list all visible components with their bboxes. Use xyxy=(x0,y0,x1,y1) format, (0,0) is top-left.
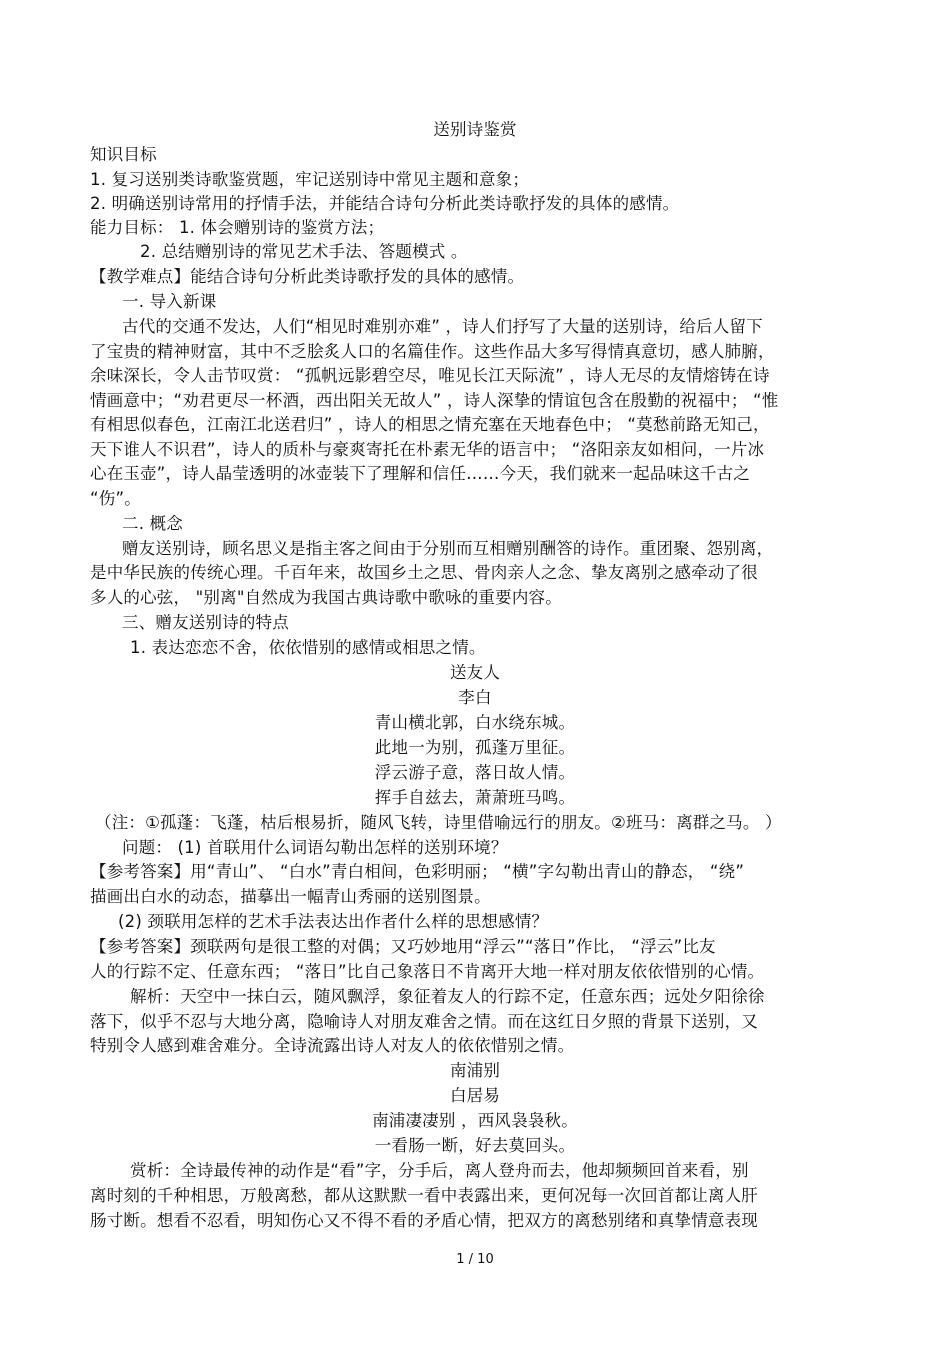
appreciation-line: 肠寸断。想看不忍看，明知伤心又不得不看的矛盾心情，把双方的离愁别绪和真挚情意表现 xyxy=(90,1211,758,1230)
paragraph-line: 天下谁人不识君”，诗人的质朴与豪爽寄托在朴素无华的语言中； “洛阳亲友如相问，一片冰 xyxy=(90,440,765,459)
knowledge-item-2: 2. 明确送别诗常用的抒情手法，并能结合诗句分析此类诗歌抒发的具体的感情。 xyxy=(90,194,680,213)
paragraph-line: 赠友送别诗，顾名思义是指主客之间由于分别而互相赠别酬答的诗作。重团聚、怨别离， xyxy=(122,539,774,558)
doc-title: 送别诗鉴赏 xyxy=(433,120,517,139)
page-number: 1 / 10 xyxy=(456,1252,494,1267)
poem-note: （注：①孤蓬：飞蓬，枯后根易折，随风飞转，诗里借喻远行的朋友。②班马：离群之马。 ） xyxy=(95,813,782,832)
paragraph-line: 有相思似春色，江南江北送君归” ，诗人的相思之情充塞在天地春色中； “莫愁前路无知己， xyxy=(90,415,770,434)
analysis-line: 特别令人感到难舍难分。全诗流露出诗人对友人的依依惜别之情。 xyxy=(90,1036,575,1055)
poem-line: 南浦凄凄别 ，西风袅袅秋。 xyxy=(372,1111,578,1130)
paragraph-line: 余味深长，令人击节叹赏： “孤帆远影碧空尽，唯见长江天际流” ，诗人无尽的友情熔铸在诗 xyxy=(90,366,770,385)
appreciation-line: 离时刻的千种相思，万般离愁，都从这默默一看中表露出来，更何况每一次回首都让离人肝 xyxy=(90,1186,758,1205)
section-heading-features: 三、赠友送别诗的特点 xyxy=(122,613,289,632)
question-1: 问题： (1) 首联用什么词语勾勒出怎样的送别环境？ xyxy=(122,838,508,857)
poem-author: 白居易 xyxy=(449,1086,501,1105)
paragraph-line: 多人的心弦， "别离"自然成为我国古典诗歌中歌咏的重要内容。 xyxy=(90,588,562,607)
feature-point-1: 1. 表达恋恋不舍，依依惜别的感情或相思之情。 xyxy=(130,638,486,657)
section-heading-concept: 二. 概念 xyxy=(122,514,183,533)
paragraph-line: 情画意中；“劝君更尽一杯酒，西出阳关无故人” ，诗人深挚的情谊包含在殷勤的祝福中； “惟 xyxy=(90,391,779,410)
poem-line: 浮云游子意，落日故人情。 xyxy=(374,763,576,782)
ability-goal-2: 2. 总结赠别诗的常见艺术手法、答题模式 。 xyxy=(140,242,468,261)
poem-title: 送友人 xyxy=(449,663,501,682)
poem-line: 一看肠一断，好去莫回头。 xyxy=(374,1136,576,1155)
answer-line: 人的行踪不定、任意东西； “落日”比自己象落日不肯离开大地一样对朋友依依惜别的心情。 xyxy=(90,962,765,981)
analysis-line: 解析：天空中一抹白云，随风飘浮，象征着友人的行踪不定，任意东西；远处夕阳徐徐 xyxy=(130,987,765,1006)
answer-line: 描画出白水的动态，描摹出一幅青山秀丽的送别图景。 xyxy=(90,887,491,906)
analysis-line: 落下，似乎不忍与大地分离，隐喻诗人对朋友难舍之情。而在这红日夕照的背景下送别，又 xyxy=(90,1012,758,1031)
knowledge-item-1: 1. 复习送别类诗歌鉴赏题，牢记送别诗中常见主题和意象； xyxy=(90,170,530,189)
paragraph-line: 古代的交通不发达，人们“相见时难别亦难” ，诗人们抒写了大量的送别诗，给后人留下 xyxy=(122,317,763,336)
answer-line: 【参考答案】用“青山”、 “白水”青白相间，色彩明丽； “横”字勾勒出青山的静态， “绕” xyxy=(90,862,745,881)
teaching-difficulty: 【教学难点】能结合诗句分析此类诗歌抒发的具体的感情。 xyxy=(90,267,525,286)
poem-line: 青山横北郭，白水绕东城。 xyxy=(374,713,576,732)
poem-title: 南浦别 xyxy=(449,1061,501,1080)
paragraph-line: 是中华民族的传统心理。千百年来，故国乡土之思、骨肉亲人之念、挚友离别之感牵动了很 xyxy=(90,563,758,582)
paragraph-line: 心在玉壶”，诗人晶莹透明的冰壶装下了理解和信任……今天，我们就来一起品味这千古之 xyxy=(90,464,751,483)
section-heading-intro: 一. 导入新课 xyxy=(122,292,217,311)
paragraph-line: 了宝贵的精神财富，其中不乏脍炙人口的名篇佳作。这些作品大多写得情真意切，感人肺腑， xyxy=(90,342,775,361)
poem-line: 挥手自兹去，萧萧班马鸣。 xyxy=(374,788,576,807)
question-2: (2) 颈联用怎样的艺术手法表达出作者什么样的思想感情？ xyxy=(118,912,549,931)
answer-line: 【参考答案】颈联两句是很工整的对偶；又巧妙地用“浮云”“落日”作比， “浮云”比友 xyxy=(90,937,716,956)
poem-author: 李白 xyxy=(458,688,492,707)
ability-goal-1: 能力目标： 1. 体会赠别诗的鉴赏方法； xyxy=(90,218,385,237)
knowledge-heading: 知识目标 xyxy=(90,145,157,164)
appreciation-line: 赏析：全诗最传神的动作是“看”字，分手后，离人登舟而去，他却频频回首来看，别 xyxy=(130,1161,749,1180)
poem-line: 此地一为别，孤蓬万里征。 xyxy=(374,738,576,757)
paragraph-line: “伤”。 xyxy=(90,489,141,508)
